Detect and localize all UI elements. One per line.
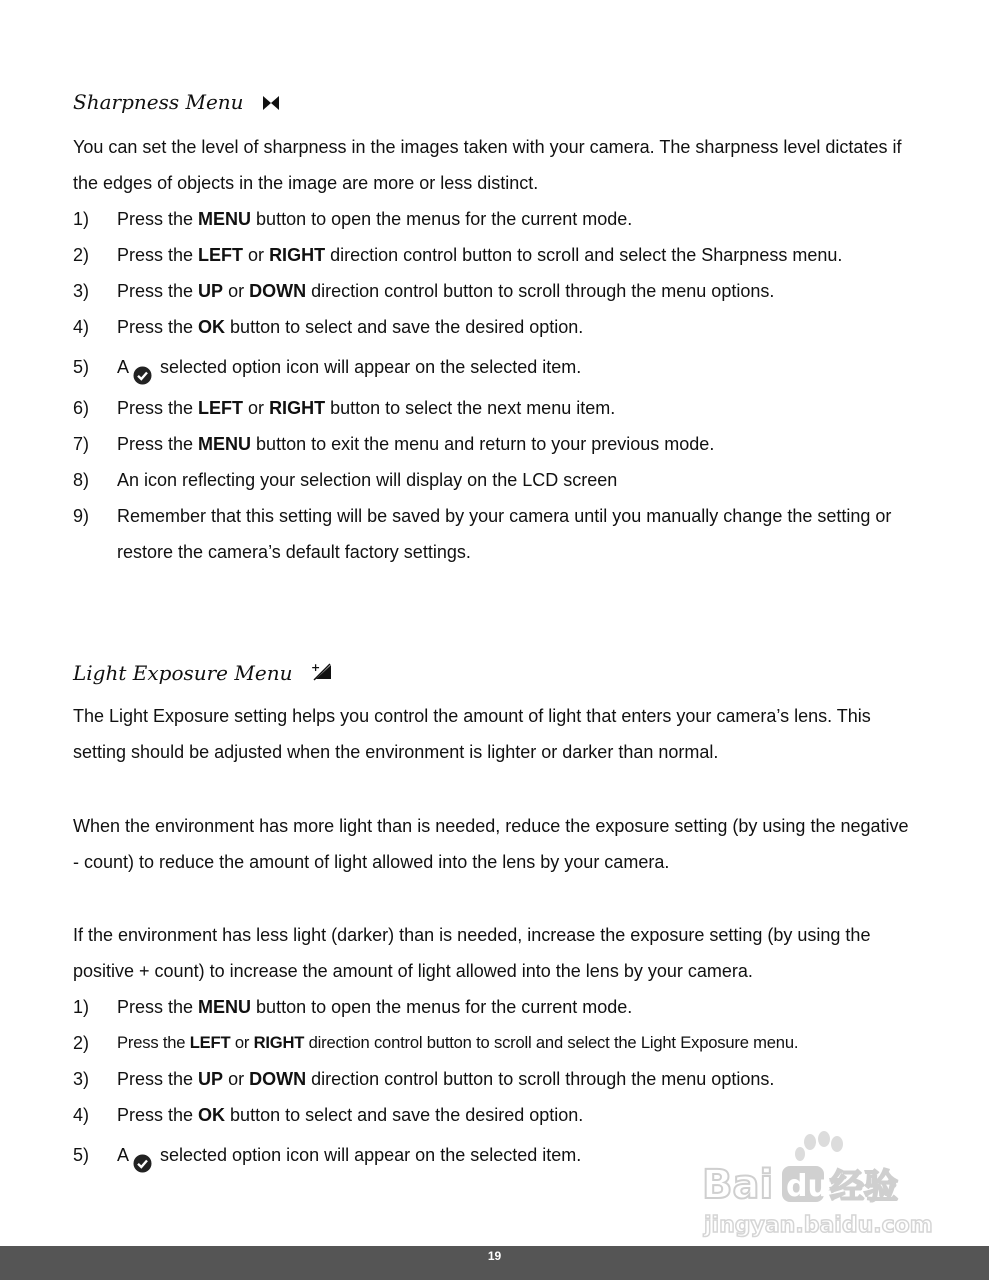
list-item: 4) Press the OK button to select and save the desired option. <box>73 317 584 337</box>
list-item: 2) Press the LEFT or RIGHT direction control button to scroll and select the Sharpness menu. <box>73 245 843 265</box>
list-item: 1) Press the MENU button to open the menus for the current mode. <box>73 209 633 229</box>
list-item: 3) Press the UP or DOWN direction control button to scroll through the menu options. <box>73 281 775 301</box>
list-item: 3) Press the UP or DOWN direction control button to scroll through the menu options. <box>73 1069 775 1089</box>
sharpness-title: Sharpness Menu <box>73 90 244 114</box>
list-item: 6) Press the LEFT or RIGHT button to select the next menu item. <box>73 398 616 418</box>
sharpness-heading <box>73 90 280 116</box>
exposure-title: Light Exposure Menu <box>73 661 293 685</box>
exposure-intro: The Light Exposure setting helps you control the amount of light that enters your camera’s lens. This setting should be adjusted when the environment is lighter or darker than normal. <box>73 706 871 762</box>
sharpness-icon <box>262 92 280 116</box>
svg-text:du: du <box>786 1169 829 1204</box>
exposure-para-increase: If the environment has less light (darker) than is needed, increase the exposure setting (by using the positive + count) to increase the amount of light allowed into the lens by your camera. <box>73 925 871 981</box>
sharpness-steps <box>73 201 913 570</box>
svg-text:+: + <box>310 662 321 674</box>
exposure-para-reduce: When the environment has more light than is needed, reduce the exposure setting (by using the negative - count) to reduce the amount of light allowed into the lens by your camera. <box>73 816 909 872</box>
list-item: 7) Press the MENU button to exit the menu and return to your previous mode. <box>73 434 715 454</box>
list-item: 4) Press the OK button to select and save the desired option. <box>73 1105 584 1125</box>
svg-text:Bai: Bai <box>702 1162 774 1208</box>
list-item: 5) A selected option icon will appear on the selected item. <box>73 1133 913 1178</box>
baidu-watermark-logo <box>700 1130 940 1245</box>
exposure-icon <box>311 662 333 687</box>
svg-text:jingyan.baidu.com: jingyan.baidu.com <box>704 1213 933 1238</box>
exposure-heading <box>73 661 333 687</box>
list-item: 5) A selected option icon will appear on the selected item. <box>73 345 913 390</box>
list-item: 1) Press the MENU button to open the menus for the current mode. <box>73 997 633 1017</box>
page-number: 19 <box>487 1249 502 1263</box>
check-circle-icon <box>133 1145 152 1164</box>
svg-text:经验: 经验 <box>830 1167 898 1207</box>
list-item: 8) An icon reflecting your selection will display on the LCD screen <box>73 470 618 490</box>
page-footer <box>0 1246 989 1280</box>
check-circle-icon <box>133 357 152 376</box>
list-item: 9) Remember that this setting will be saved by your camera until you manually change the setting or restore the camera’s default factory settings. <box>73 506 892 562</box>
list-item: 2) Press the LEFT or RIGHT direction control button to scroll and select the Light Exposure menu. <box>73 1033 799 1053</box>
sharpness-intro: You can set the level of sharpness in the images taken with your camera. The sharpness level dictates if the edges of objects in the image are more or less distinct. <box>73 137 902 193</box>
